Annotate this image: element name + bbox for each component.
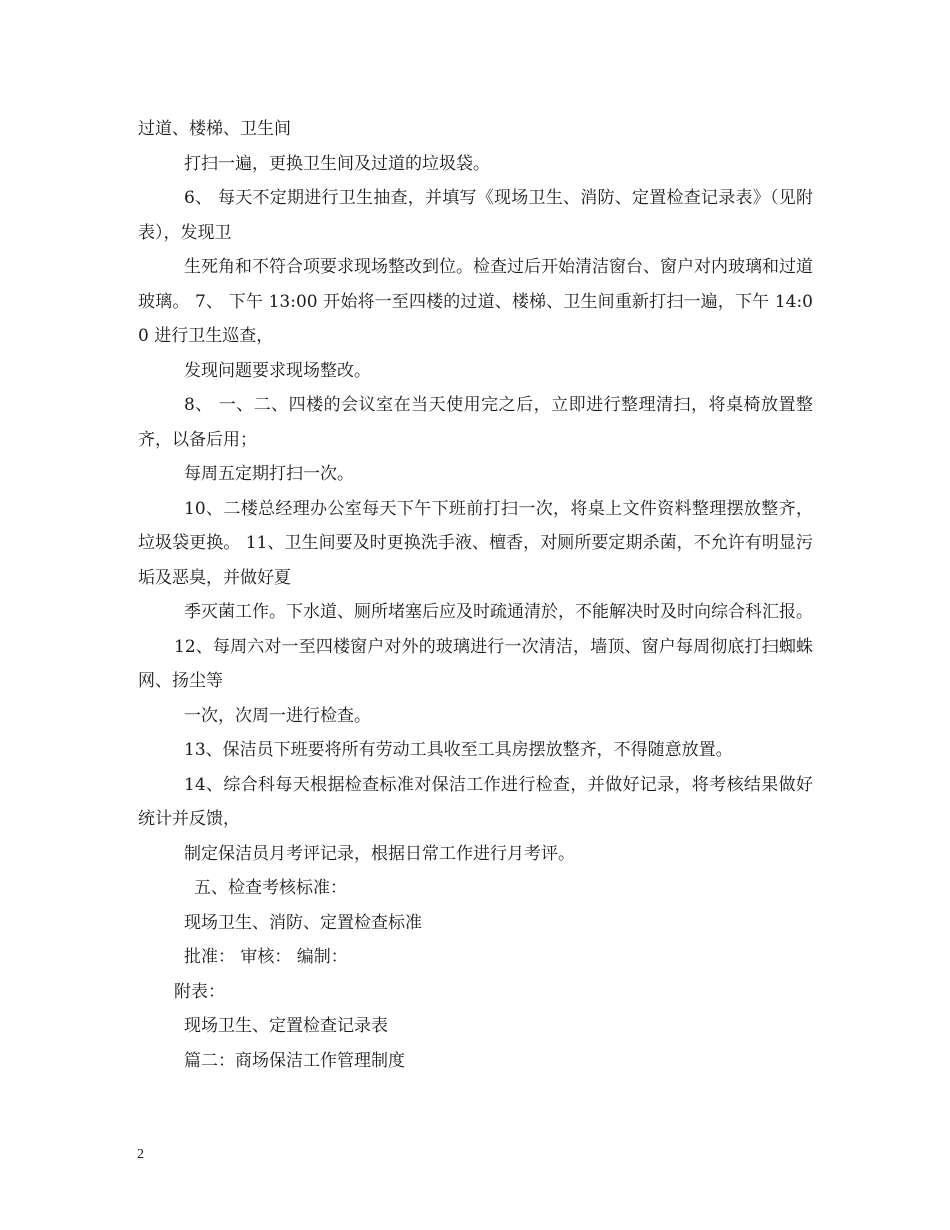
paragraph: 12、每周六对一至四楼窗户对外的玻璃进行一次清洁，墙顶、窗户每周彻底打扫蜘蛛网、扬尘等 xyxy=(138,636,813,691)
paragraph: 8、 一、二、四楼的会议室在当天使用完之后，立即进行整理清扫，将桌椅放置整齐，以备后用； xyxy=(138,395,813,450)
paragraph: 打扫一遍，更换卫生间及过道的垃圾袋。 xyxy=(184,153,490,174)
page-number: 2 xyxy=(137,1147,144,1162)
paragraph: 每周五定期打扫一次。 xyxy=(184,464,354,484)
paragraph: 现场卫生、消防、定置检查标准 xyxy=(184,912,422,933)
paragraph: 制定保洁员月考评记录，根据日常工作进行月考评。 xyxy=(184,843,575,864)
approval-line: 批准： 审核： 编制： xyxy=(184,947,348,967)
paragraph: 10、二楼总经理办公室每天下午下班前打扫一次，将桌上文件资料整理摆放整齐，垃圾袋更换。 11、卫生间要及时更换洗手液、檀香，对厕所要定期杀菌，不允许有明显污垢及恶臭，并做好夏 xyxy=(138,498,813,588)
appendix-label: 附表： xyxy=(174,981,225,1002)
paragraph: 13、保洁员下班要将所有劳动工具收至工具房摆放整齐，不得随意放置。 xyxy=(184,740,733,760)
paragraph: 一次，次周一进行检查。 xyxy=(184,705,371,726)
paragraph: 生死角和不符合项要求现场整改到位。检查过后开始清洁窗台、窗户对内玻璃和过道玻璃。 7、 下午 13:00 开始将一至四楼的过道、楼梯、卫生间重新打扫一遍，下午 14:00 进行卫生巡查， xyxy=(138,257,813,346)
chapter-title: 篇二：商场保洁工作管理制度 xyxy=(184,1050,405,1071)
paragraph: 过道、楼梯、卫生间 xyxy=(138,119,291,139)
paragraph: 发现问题要求现场整改。 xyxy=(184,360,371,381)
section-heading: 五、检查考核标准： xyxy=(194,878,347,898)
paragraph: 14、综合科每天根据检查标准对保洁工作进行检查，并做好记录，将考核结果做好统计并反馈， xyxy=(138,774,813,829)
paragraph: 6、 每天不定期进行卫生抽查，并填写《现场卫生、消防、定置检查记录表》（见附表），发现卫 xyxy=(138,188,813,243)
paragraph: 现场卫生、定置检查记录表 xyxy=(184,1016,388,1036)
paragraph: 季灭菌工作。下水道、厕所堵塞后应及时疏通清於，不能解决时及时向综合科汇报。 xyxy=(184,602,813,622)
document-body xyxy=(138,112,813,1078)
